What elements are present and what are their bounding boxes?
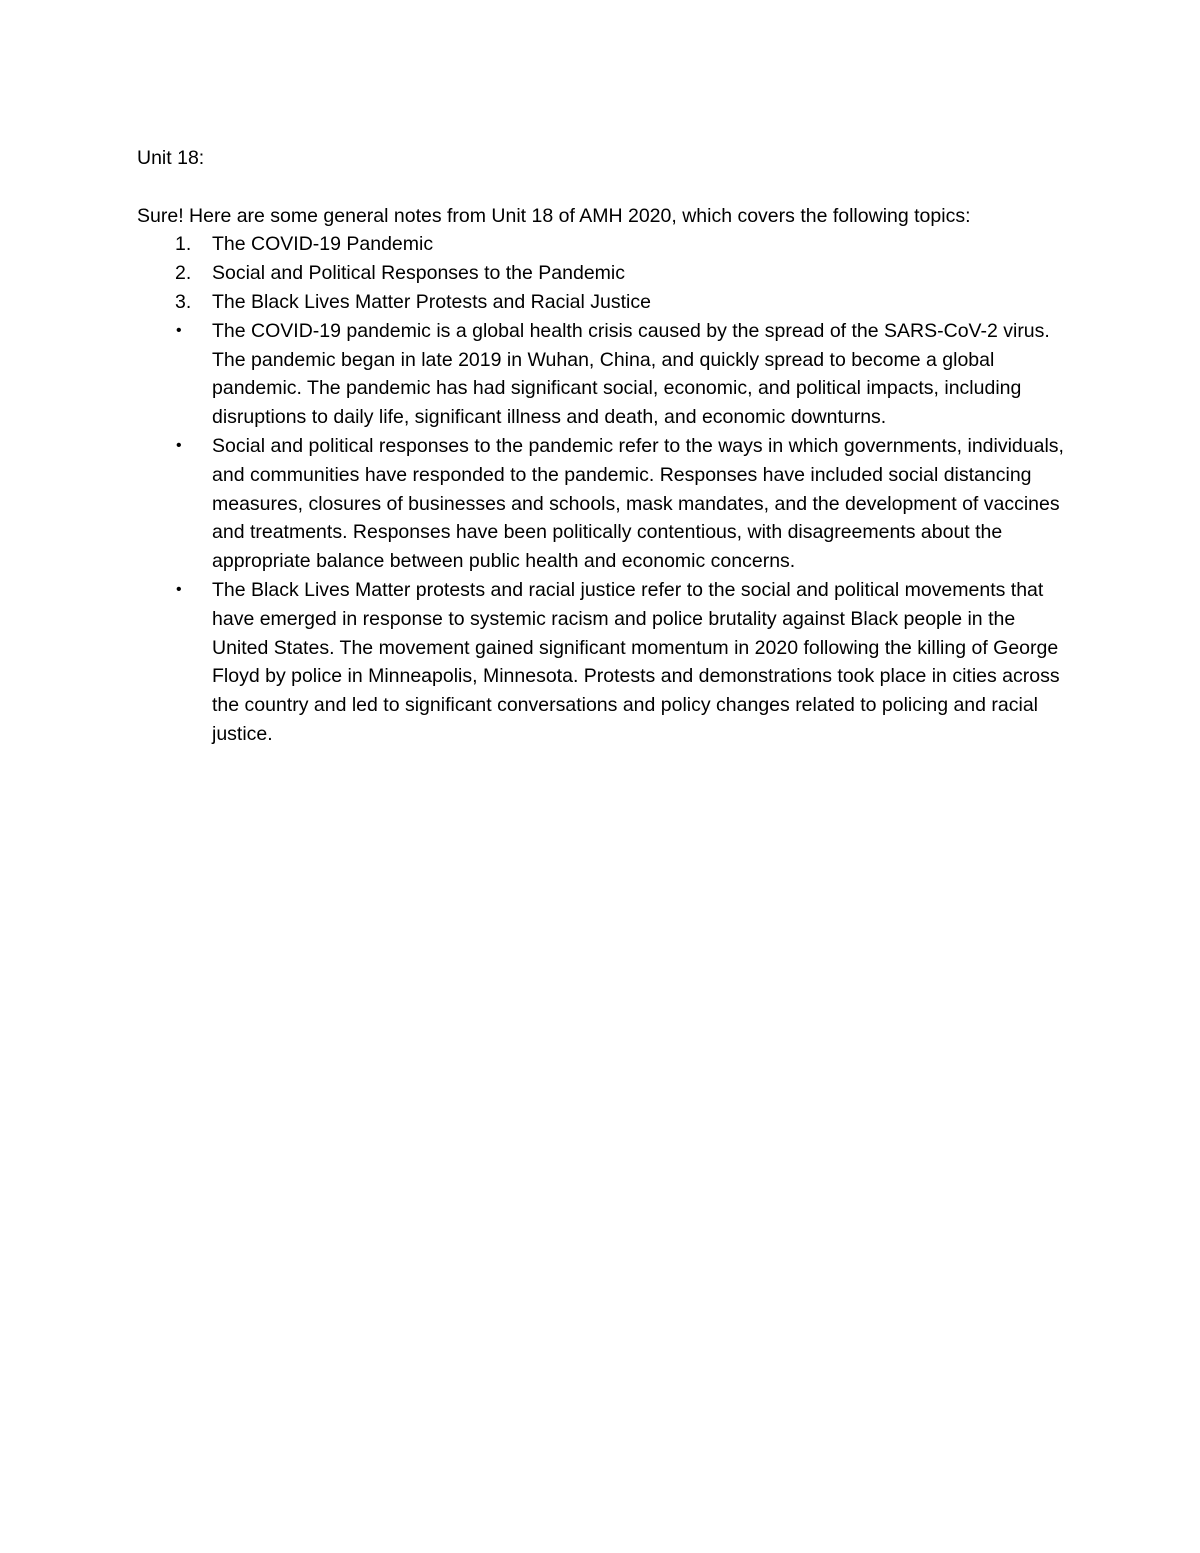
document-body (137, 144, 1072, 749)
list-item-text: The Black Lives Matter Protests and Racial Justice (212, 290, 651, 313)
intro-paragraph: Sure! Here are some general notes from Unit 18 of AMH 2020, which covers the following topics: (137, 204, 971, 227)
bullet-list-item (137, 576, 1072, 749)
bullet-list-item (137, 317, 1072, 432)
topics-numbered-list (137, 230, 1072, 316)
list-number: 3. (175, 290, 192, 313)
list-number: 1. (175, 233, 192, 256)
list-item-text: The COVID-19 Pandemic (212, 233, 434, 256)
bullet-list-item (137, 432, 1072, 576)
bullet-icon: • (176, 321, 182, 339)
bullet-item-text: Social and political responses to the pandemic refer to the ways in which governments, individuals, and communities have responded to the pandemic. Responses have included social distancing measures, closures of businesses and schools, mask mandates, and the development of vaccines and treatments. Responses have been politically contentious, with disagreements about the appropriate balance between public health and economic concerns. (212, 434, 1064, 573)
list-number: 2. (175, 262, 192, 285)
numbered-list-item (137, 259, 1072, 288)
bullet-icon: • (176, 436, 182, 454)
bullet-item-text: The Black Lives Matter protests and racial justice refer to the social and political movements that have emerged in response to systemic racism and police brutality against Black people in the United States. The movement gained significant momentum in 2020 following the killing of George Floyd by police in Minneapolis, Minnesota. Protests and demonstrations took place in cities across the country and led to significant conversations and policy changes related to policing and racial justice. (212, 578, 1060, 745)
numbered-list-item (137, 230, 1072, 259)
bullet-icon: • (176, 580, 182, 598)
unit-heading: Unit 18: (137, 147, 205, 169)
notes-bullet-list (137, 317, 1072, 749)
bullet-item-text: The COVID-19 pandemic is a global health crisis caused by the spread of the SARS-CoV-2 virus. The pandemic began in late 2019 in Wuhan, China, and quickly spread to become a global pandemic. The pandemic has had significant social, economic, and political impacts, including disruptions to daily life, significant illness and death, and economic downturns. (212, 319, 1050, 429)
list-item-text: Social and Political Responses to the Pandemic (212, 262, 625, 285)
numbered-list-item (137, 288, 1072, 317)
